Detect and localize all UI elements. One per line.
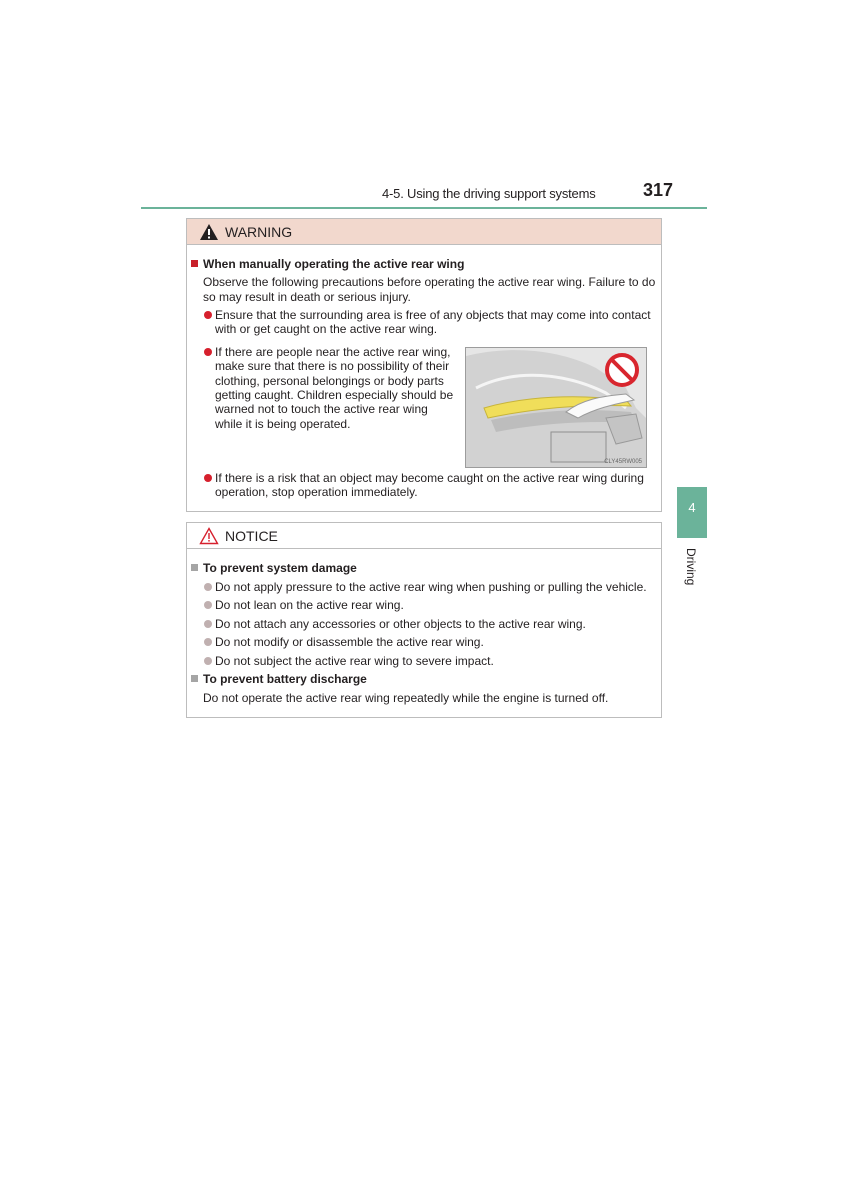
gray-bullet-icon	[204, 583, 212, 591]
gray-bullet-icon	[204, 657, 212, 665]
warning-heading-text: When manually operating the active rear wing	[203, 257, 465, 271]
red-square-bullet-icon	[191, 260, 198, 267]
warning-bullet2-line2: make sure that there is no possibility of their	[215, 359, 450, 373]
rear-wing-drawing	[466, 348, 646, 467]
gray-bullet-icon	[204, 601, 212, 609]
warning-bullet2-line3: clothing, personal belongings or body parts	[215, 374, 444, 388]
notice-item: Do not apply pressure to the active rear wing when pushing or pulling the vehicle.	[215, 580, 647, 594]
red-bullet-icon	[204, 474, 212, 482]
caution-triangle-icon	[199, 527, 219, 545]
gray-bullet-icon	[204, 620, 212, 628]
notice-battery-text: Do not operate the active rear wing repeatedly while the engine is turned off.	[203, 691, 609, 705]
warning-bullet2-line5: warned not to touch the active rear wing	[215, 402, 428, 416]
warning-bullet2-line1: If there are people near the active rear wing,	[215, 345, 451, 359]
red-bullet-icon	[204, 348, 212, 356]
warning-header	[187, 219, 661, 245]
warning-bullet2-line6: while it is being operated.	[215, 417, 351, 431]
notice-item: Do not subject the active rear wing to severe impact.	[215, 654, 494, 668]
warning-title: WARNING	[225, 223, 293, 240]
notice-heading1	[191, 561, 357, 576]
notice-item: Do not modify or disassemble the active rear wing.	[215, 635, 484, 649]
rear-wing-illustration	[465, 347, 647, 468]
notice-heading2-text: To prevent battery discharge	[203, 672, 367, 686]
warning-bullet1-line1: Ensure that the surrounding area is free of any objects that may come into contact	[215, 308, 651, 322]
section-title: 4-5. Using the driving support systems	[382, 186, 596, 201]
header-divider	[141, 207, 707, 209]
warning-bullet2-line4: getting caught. Children especially should be	[215, 388, 454, 402]
warning-bullet1-line2: with or get caught on the active rear wing.	[215, 322, 438, 336]
warning-bullet3-line1: If there is a risk that an object may become caught on the active rear wing during	[215, 471, 644, 485]
warning-intro-line2: so may result in death or serious injury.	[203, 290, 411, 304]
warning-intro-line1: Observe the following precautions before operating the active rear wing. Failure to do	[203, 275, 656, 289]
chapter-tab[interactable]: 4	[677, 487, 707, 538]
notice-heading2	[191, 672, 367, 687]
illustration-code: CLY45RW005	[604, 459, 642, 465]
gray-square-bullet-icon	[191, 564, 198, 571]
warning-heading	[191, 257, 464, 272]
page-number: 317	[643, 180, 674, 200]
warning-triangle-icon	[199, 223, 219, 241]
notice-header	[187, 523, 661, 549]
chapter-label: Driving	[684, 548, 698, 586]
gray-bullet-icon	[204, 638, 212, 646]
red-bullet-icon	[204, 311, 212, 319]
notice-heading1-text: To prevent system damage	[203, 561, 357, 575]
warning-bullet3-line2: operation, stop operation immediately.	[215, 485, 418, 499]
notice-item: Do not lean on the active rear wing.	[215, 598, 404, 612]
notice-item: Do not attach any accessories or other objects to the active rear wing.	[215, 617, 586, 631]
gray-square-bullet-icon	[191, 675, 198, 682]
notice-title: NOTICE	[225, 527, 278, 544]
